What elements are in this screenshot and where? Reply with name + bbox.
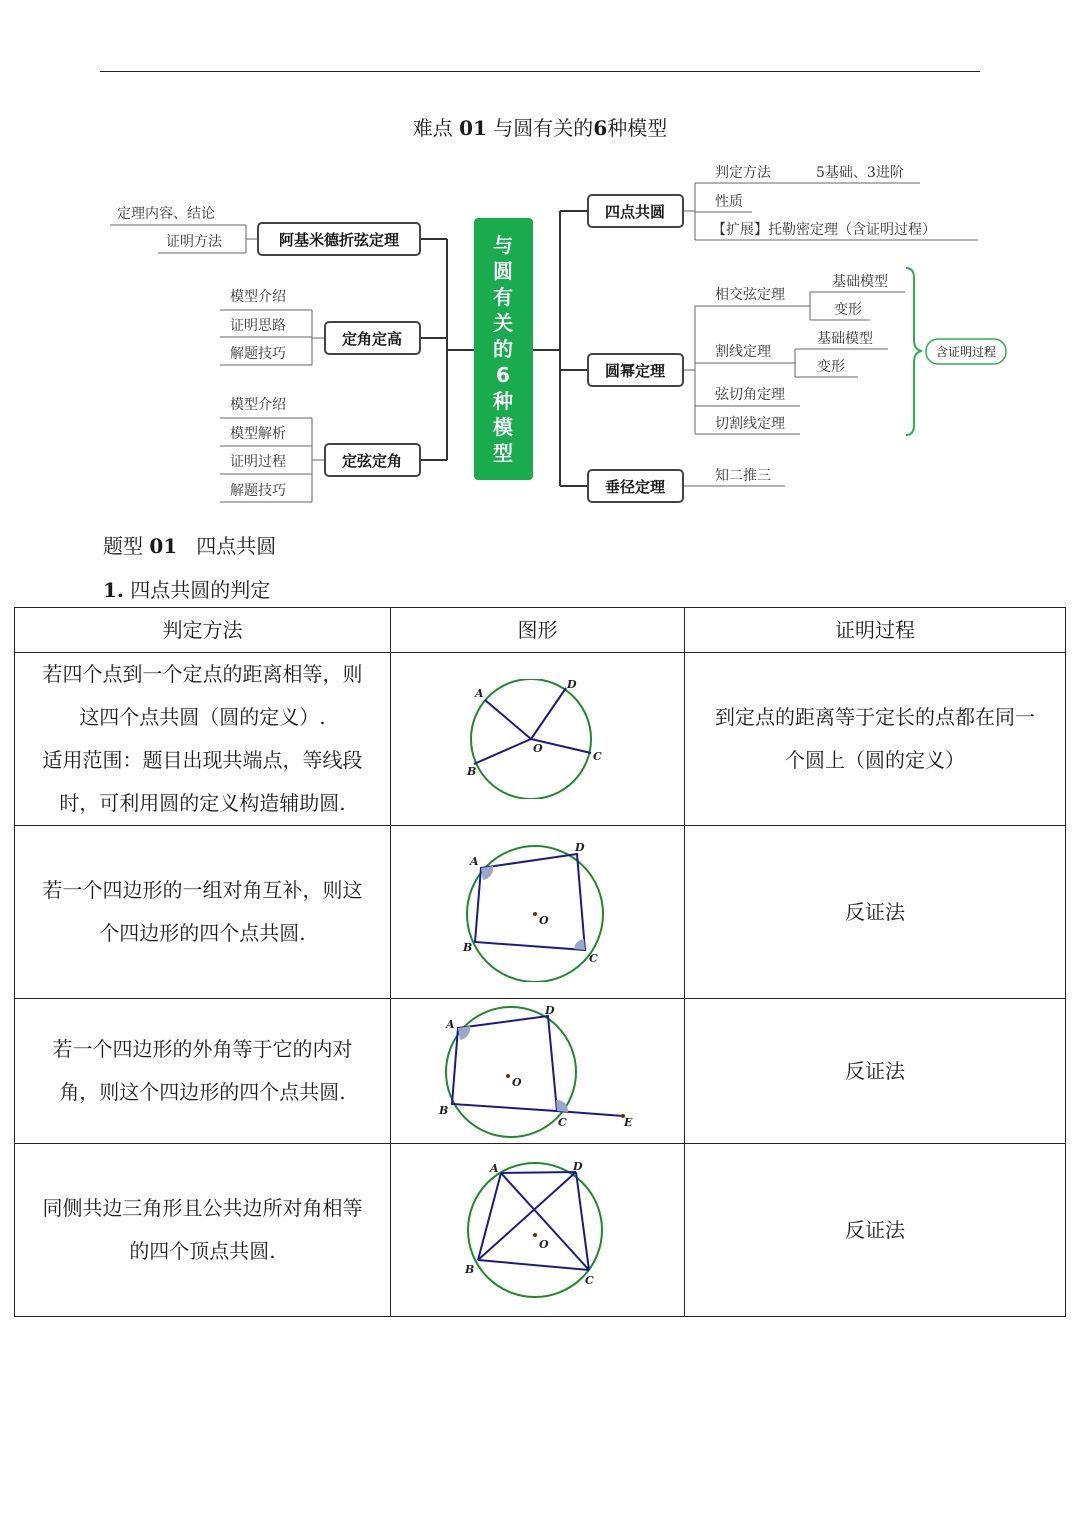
figure-cell xyxy=(391,999,685,1144)
brace xyxy=(906,268,922,435)
leaf-xianqiejiao: 弦切角定理 xyxy=(715,387,785,403)
leaf-jiqiao-2: 解题技巧 xyxy=(230,483,286,499)
criteria-table xyxy=(14,607,1066,1317)
svg-text:E: E xyxy=(623,1115,632,1129)
center-topic-char: 关 xyxy=(493,311,513,335)
proof-cell: 到定点的距离等于定长的点都在同一 个圆上（圆的定义） xyxy=(685,653,1066,826)
svg-text:O: O xyxy=(538,914,549,927)
header-method: 判定方法 xyxy=(15,608,391,653)
node-dingjiao: 定角定高 xyxy=(341,330,403,348)
center-topic-char: 与 xyxy=(493,233,513,257)
svg-text:A: A xyxy=(489,1162,499,1175)
figure-supplementary xyxy=(463,842,613,982)
figure-exterior-angle xyxy=(428,1004,648,1139)
svg-text:D: D xyxy=(574,842,585,854)
section-sub: 1. 四点共圆的判定 xyxy=(103,578,271,602)
svg-text:O: O xyxy=(511,1075,522,1089)
header-figure: 图形 xyxy=(391,608,685,653)
node-sidian: 四点共圆 xyxy=(604,203,666,221)
method-cell: 若四个点到一个定点的距离相等，则 这四个点共圆（圆的定义）. 适用范围：题目出现共端点，等线段 时，可利用圆的定义构造辅助圆. xyxy=(15,653,391,826)
leaf-bianxing-1: 变形 xyxy=(834,302,862,318)
figure-cell xyxy=(391,1144,685,1317)
leaf-moxing-1: 模型介绍 xyxy=(230,289,286,305)
proof-cell: 反证法 xyxy=(685,826,1066,999)
svg-text:B: B xyxy=(464,1263,474,1276)
node-yuanmi: 圆幂定理 xyxy=(604,362,666,380)
leaf-jichu-2: 基础模型 xyxy=(817,331,873,347)
leaf-zhengming-fangfa: 证明方法 xyxy=(166,234,222,250)
leaf-xingzhi: 性质 xyxy=(715,194,743,210)
method-cell: 同侧共边三角形且公共边所对角相等 的四个顶点共圆. xyxy=(15,1144,391,1317)
svg-text:O: O xyxy=(538,1238,549,1251)
leaf-gexian: 割线定理 xyxy=(715,344,771,360)
leaf-panding: 判定方法 xyxy=(715,165,771,181)
proof-cell: 反证法 xyxy=(685,1144,1066,1317)
leaf-silu: 证明思路 xyxy=(230,318,286,334)
header-proof: 证明过程 xyxy=(685,608,1066,653)
svg-text:B: B xyxy=(462,941,472,954)
leaf-moxing-2: 模型介绍 xyxy=(230,397,286,413)
center-topic-char: 模 xyxy=(493,415,513,439)
leaf-zhier: 知二推三 xyxy=(715,468,771,484)
center-topic-char: 型 xyxy=(493,441,513,465)
table-row xyxy=(15,826,1066,999)
svg-text:A: A xyxy=(469,855,479,868)
leaf-qiegexian: 切割线定理 xyxy=(715,416,785,432)
svg-text:C: C xyxy=(588,952,598,965)
table-row xyxy=(15,999,1066,1144)
leaf-jiexi: 模型解析 xyxy=(230,426,286,442)
table-row xyxy=(15,1144,1066,1317)
center-topic-char: 种 xyxy=(493,389,513,413)
svg-text:C: C xyxy=(557,1115,567,1129)
mind-map xyxy=(0,150,1080,510)
node-chuijing: 垂径定理 xyxy=(604,478,666,496)
header-rule xyxy=(100,71,980,72)
method-cell: 若一个四边形的一组对角互补，则这 个四边形的四个点共圆. xyxy=(15,826,391,999)
figure-cell xyxy=(391,653,685,826)
svg-text:O: O xyxy=(532,742,543,755)
figure-cell xyxy=(391,826,685,999)
center-topic-char: 圆 xyxy=(493,259,513,283)
page-title: 难点 01 与圆有关的6种模型 xyxy=(412,116,668,140)
leaf-jichu-1: 基础模型 xyxy=(832,274,888,290)
note-text: 含证明过程 xyxy=(935,345,997,359)
leaf-tuolemi: 【扩展】托勒密定理（含证明过程） xyxy=(712,222,936,238)
center-topic-char: 6 xyxy=(496,363,510,387)
svg-text:B: B xyxy=(466,765,476,778)
leaf-dingli: 定理内容、结论 xyxy=(117,206,215,222)
node-archimedes: 阿基米德折弦定理 xyxy=(278,231,400,249)
svg-text:B: B xyxy=(438,1103,448,1117)
svg-text:A: A xyxy=(445,1017,455,1031)
center-topic-char: 有 xyxy=(493,285,513,309)
node-dingxian: 定弦定角 xyxy=(341,452,403,470)
section-type: 题型 01 四点共圆 xyxy=(103,534,277,558)
leaf-xiangjiaoxian: 相交弦定理 xyxy=(715,287,785,303)
leaf-jiqiao-1: 解题技巧 xyxy=(230,346,286,362)
svg-text:C: C xyxy=(584,1274,594,1287)
leaf-bianxing-2: 变形 xyxy=(817,359,845,375)
proof-cell: 反证法 xyxy=(685,999,1066,1144)
svg-text:C: C xyxy=(592,750,602,763)
leaf-guocheng: 证明过程 xyxy=(230,454,286,470)
center-topic-char: 的 xyxy=(493,337,513,361)
figure-equal-angles xyxy=(463,1160,613,1300)
svg-text:D: D xyxy=(566,679,577,691)
leaf-jichu-jinjie: 5基础、3进阶 xyxy=(816,165,904,181)
svg-text:A: A xyxy=(474,687,484,700)
method-cell: 若一个四边形的外角等于它的内对 角，则这个四边形的四个点共圆. xyxy=(15,999,391,1144)
svg-text:D: D xyxy=(544,1003,555,1017)
table-row xyxy=(15,653,1066,826)
svg-text:D: D xyxy=(572,1160,583,1173)
figure-equidistant xyxy=(463,679,613,799)
